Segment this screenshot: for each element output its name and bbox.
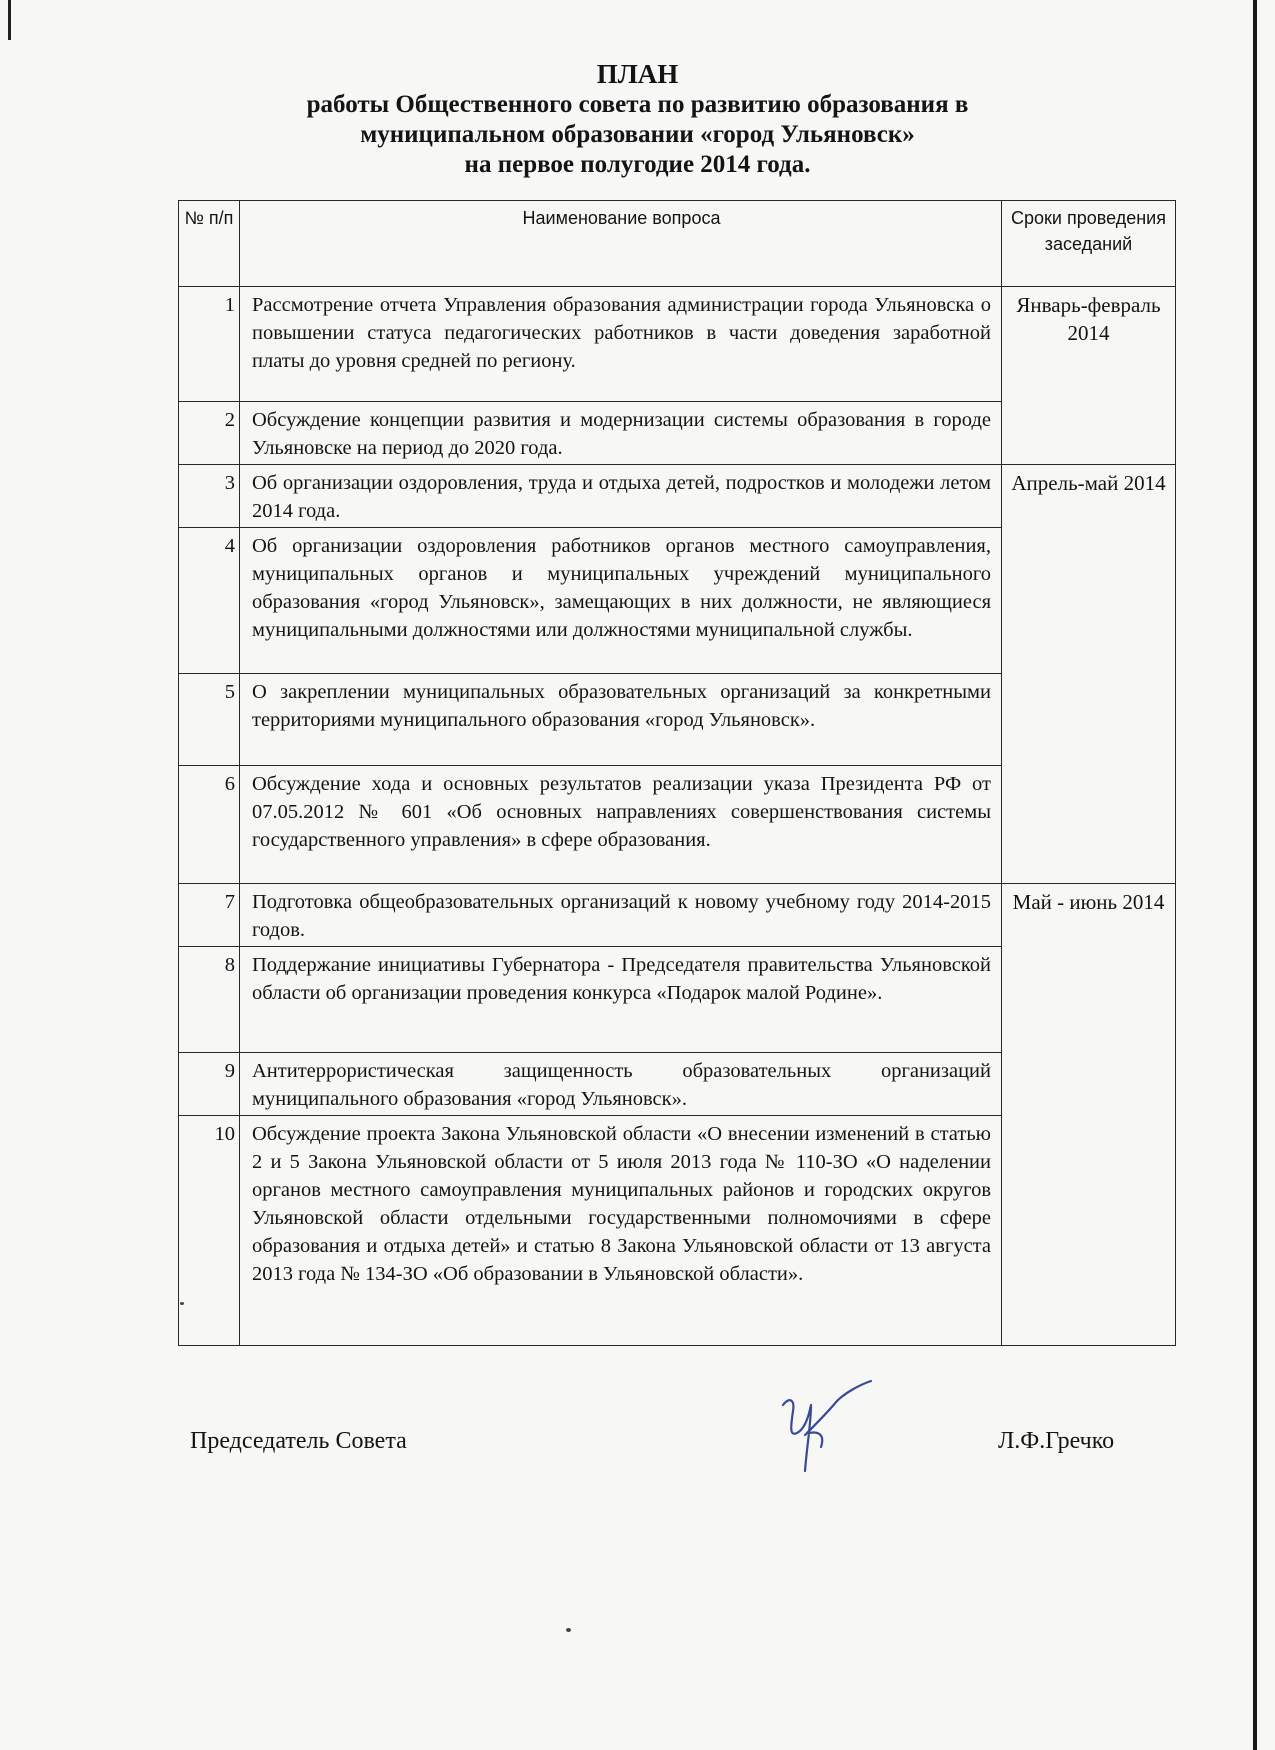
plan-table — [178, 200, 1176, 1346]
row-num: 9 — [179, 1053, 240, 1116]
header-question: Наименование вопроса — [240, 201, 1002, 287]
document-header — [0, 58, 1275, 180]
header-num: № п/п — [179, 201, 240, 287]
row-num: 7 — [179, 884, 240, 947]
row-num: 8 — [179, 947, 240, 1053]
row-text: О закреплении муниципальных образовательных организаций за конкретными территориями муниципального образования «город Ульяновск». — [240, 674, 1002, 766]
handwritten-signature-icon — [775, 1375, 875, 1475]
row-text: Антитеррористическая защищенность образовательных организаций муниципального образования «город Ульяновск». — [240, 1053, 1002, 1116]
scan-edge-left — [8, 0, 11, 40]
row-text: Обсуждение хода и основных результатов реализации указа Президента РФ от 07.05.2012 № 601 «Об основных направлениях совершенствования системы государственного управления» в сфере образования. — [240, 766, 1002, 884]
document-subtitle-line-3: на первое полугодие 2014 года. — [464, 151, 811, 178]
table-header-row — [179, 201, 1176, 287]
row-num: 4 — [179, 528, 240, 674]
scan-speck — [180, 1302, 184, 1305]
document-title: ПЛАН — [596, 59, 679, 89]
row-text: Обсуждение проекта Закона Ульяновской области «О внесении изменений в статью 2 и 5 Закона Ульяновской области от 5 июля 2013 года № 110-ЗО «О наделении органов местного самоуправления муниципальных районов и городских округов Ульяновской области отдельными государственными полномочиями в сфере образования и отдыха детей» и статью 8 Закона Ульяновской области от 13 августа 2013 года № 134-ЗО «Об образовании в Ульяновской области». — [240, 1116, 1002, 1346]
chairman-name: Л.Ф.Гречко — [998, 1428, 1115, 1454]
row-text: Рассмотрение отчета Управления образования администрации города Ульяновска о повышении статуса педагогических работников в части доведения заработной платы до уровня средней по региону. — [240, 287, 1002, 402]
chairman-position: Председатель Совета — [190, 1428, 407, 1454]
scan-speck — [566, 1628, 571, 1632]
term-cell: Апрель-май 2014 — [1002, 465, 1176, 884]
row-text: Подготовка общеобразовательных организаций к новому учебному году 2014-2015 годов. — [240, 884, 1002, 947]
row-num: 6 — [179, 766, 240, 884]
row-num: 3 — [179, 465, 240, 528]
row-num: 2 — [179, 402, 240, 465]
row-num: 10 — [179, 1116, 240, 1346]
term-cell: Январь-февраль 2014 — [1002, 287, 1176, 465]
header-term: Сроки проведения заседаний — [1002, 201, 1176, 287]
table-row — [179, 287, 1176, 402]
row-text: Обсуждение концепции развития и модернизации системы образования в городе Ульяновске на период до 2020 года. — [240, 402, 1002, 465]
row-text: Об организации оздоровления, труда и отдыха детей, подростков и молодежи летом 2014 года. — [240, 465, 1002, 528]
row-num: 1 — [179, 287, 240, 402]
scan-edge-right — [1253, 0, 1257, 1750]
document-subtitle-line-1: работы Общественного совета по развитию образования в — [306, 91, 969, 118]
table-row — [179, 465, 1176, 528]
row-num: 5 — [179, 674, 240, 766]
term-cell: Май - июнь 2014 — [1002, 884, 1176, 1346]
row-text: Об организации оздоровления работников органов местного самоуправления, муниципальных органов и муниципальных учреждений муниципального образования «город Ульяновск», замещающих в них должности, не являющиеся муниципальными должностями или должностями муниципальной службы. — [240, 528, 1002, 674]
table-row — [179, 884, 1176, 947]
row-text: Поддержание инициативы Губернатора - Председателя правительства Ульяновской области об организации проведения конкурса «Подарок малой Родине». — [240, 947, 1002, 1053]
document-subtitle-line-2: муниципальном образовании «город Ульяновск» — [360, 121, 915, 148]
